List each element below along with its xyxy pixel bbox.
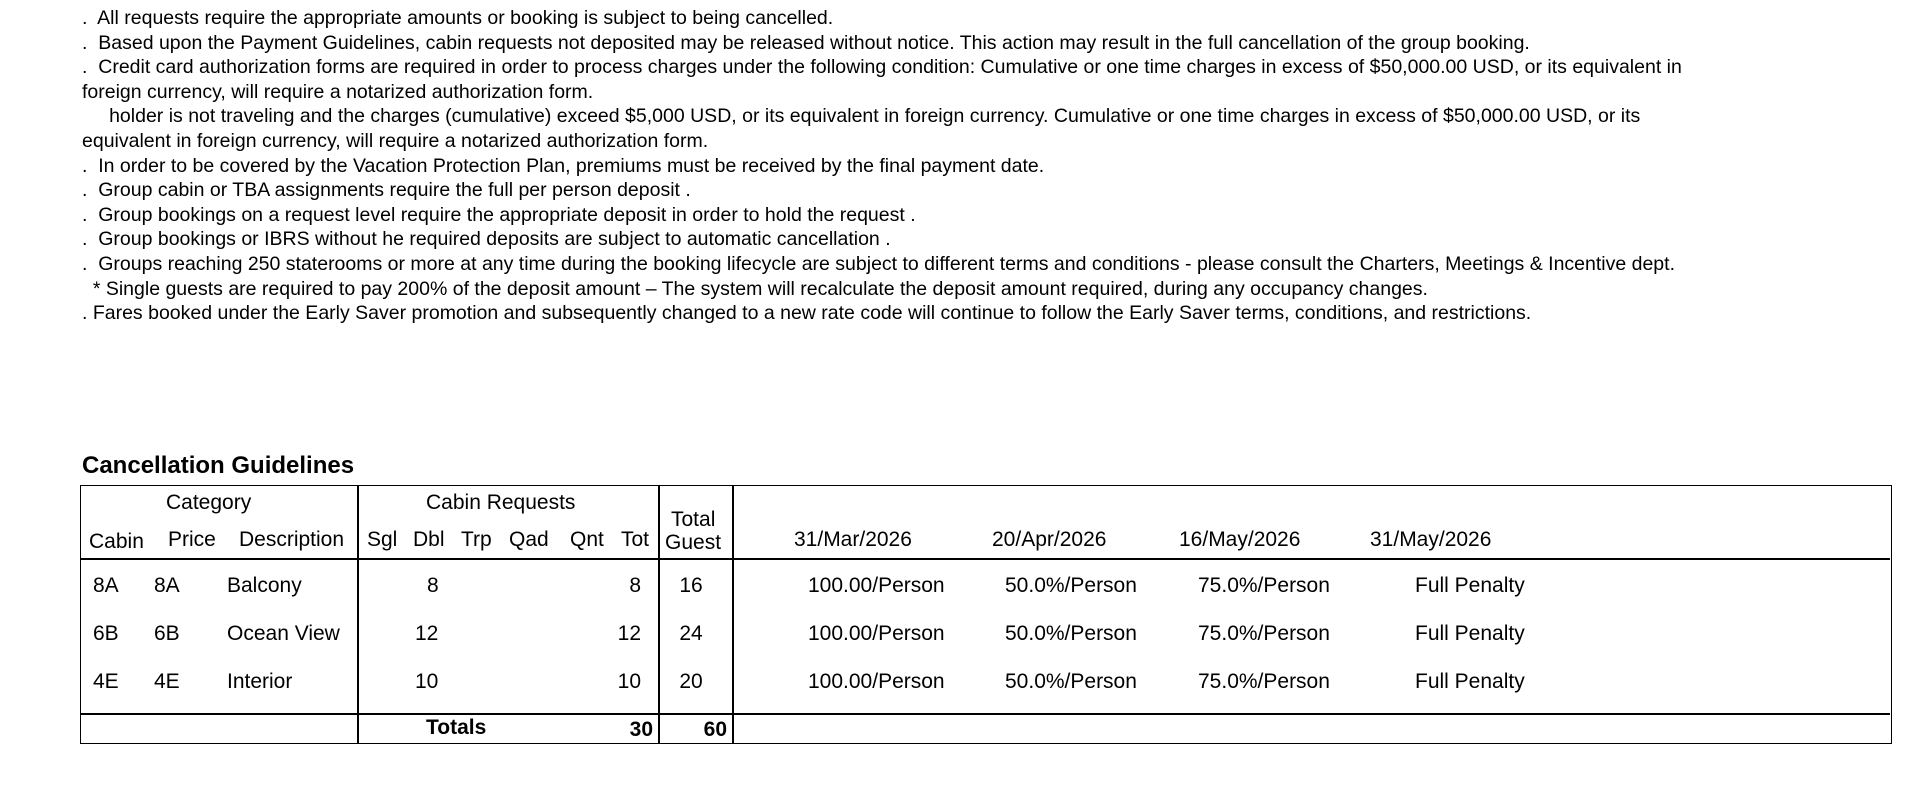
cell-cabin: 8A xyxy=(93,574,119,597)
header-tot: Tot xyxy=(621,528,650,551)
header-divider xyxy=(81,558,1890,560)
header-cabin-requests: Cabin Requests xyxy=(426,491,576,514)
note-line: . Credit card authorization forms are required in order to process charges under the following condition: Cumulative or one time charges in excess of $50,000.00 USD, or its equivalent in xyxy=(82,56,1682,79)
cell-penalty: Full Penalty xyxy=(1415,622,1525,645)
cell-price: 8A xyxy=(154,574,180,597)
header-trp: Trp xyxy=(461,528,492,551)
cell-penalty: 50.0%/Person xyxy=(1005,574,1137,597)
header-sgl: Sgl xyxy=(367,528,398,551)
note-line: foreign currency, will require a notarized authorization form. xyxy=(82,80,594,103)
header-qad: Qad xyxy=(509,528,549,551)
note-line: . Group bookings or IBRS without he required deposits are subject to automatic cancellation . xyxy=(82,228,891,251)
cell-guests: 20 xyxy=(679,670,703,693)
cell-description: Ocean View xyxy=(227,622,340,645)
cell-dbl: 8 xyxy=(427,574,439,597)
cell-penalty: 100.00/Person xyxy=(808,574,945,597)
header-date: 16/May/2026 xyxy=(1179,528,1301,551)
cancellation-table xyxy=(80,485,1892,744)
note-line: . Group cabin or TBA assignments require the full per person deposit . xyxy=(82,179,691,202)
cell-penalty: 100.00/Person xyxy=(808,670,945,693)
note-line: . All requests require the appropriate amounts or booking is subject to being cancelled. xyxy=(82,7,834,29)
cell-penalty: Full Penalty xyxy=(1415,574,1525,597)
note-line: * Single guests are required to pay 200% of the deposit amount – The system will recalculate the deposit amount required, during any occupancy changes. xyxy=(82,277,1428,300)
note-line: . Fares booked under the Early Saver promotion and subsequently changed to a new rate code will continue to follow the Early Saver terms, conditions, and restrictions. xyxy=(82,302,1532,325)
cell-penalty: 50.0%/Person xyxy=(1005,670,1137,693)
note-line: holder is not traveling and the charges (cumulative) exceed $5,000 USD, or its equivalent in foreign currency. Cumulative or one time charges in excess of $50,000.00 USD, or its xyxy=(82,105,1641,128)
cell-tot: 10 xyxy=(617,670,641,693)
cell-penalty: 75.0%/Person xyxy=(1198,670,1330,693)
cell-penalty: 100.00/Person xyxy=(808,622,945,645)
column-divider xyxy=(357,486,359,743)
cell-penalty: Full Penalty xyxy=(1415,670,1525,693)
totals-guests: 60 xyxy=(703,718,727,741)
cell-cabin: 6B xyxy=(93,622,119,645)
totals-tot: 30 xyxy=(629,718,653,741)
cell-price: 6B xyxy=(154,622,180,645)
cell-penalty: 75.0%/Person xyxy=(1198,574,1330,597)
note-line: . Based upon the Payment Guidelines, cabin requests not deposited may be released without notice. This action may result in the full cancellation of the group booking. xyxy=(82,31,1530,54)
note-line: equivalent in foreign currency, will require a notarized authorization form. xyxy=(82,129,709,152)
column-divider xyxy=(658,486,660,743)
header-total: Total xyxy=(671,508,716,531)
column-divider xyxy=(732,486,734,743)
header-cabin: Cabin xyxy=(89,530,144,553)
note-line: . In order to be covered by the Vacation Protection Plan, premiums must be received by the final payment date. xyxy=(82,154,1045,177)
cell-penalty: 50.0%/Person xyxy=(1005,622,1137,645)
totals-label: Totals xyxy=(426,716,487,739)
note-line: . Group bookings on a request level require the appropriate deposit in order to hold the request . xyxy=(82,203,916,226)
cell-tot: 12 xyxy=(617,622,641,645)
header-dbl: Dbl xyxy=(413,528,445,551)
payment-notes xyxy=(82,6,1882,326)
cell-penalty: 75.0%/Person xyxy=(1198,622,1330,645)
cell-guests: 16 xyxy=(679,574,703,597)
header-qnt: Qnt xyxy=(570,528,604,551)
cell-dbl: 10 xyxy=(415,670,439,693)
header-price: Price xyxy=(168,528,216,551)
cell-guests: 24 xyxy=(679,622,703,645)
cell-price: 4E xyxy=(154,670,180,693)
cell-description: Balcony xyxy=(227,574,302,597)
cell-cabin: 4E xyxy=(93,670,119,693)
totals-divider xyxy=(81,713,1890,715)
section-title: Cancellation Guidelines xyxy=(82,452,355,479)
header-date: 31/May/2026 xyxy=(1370,528,1492,551)
header-guest: Guest xyxy=(665,531,722,554)
header-date: 31/Mar/2026 xyxy=(794,528,912,551)
cell-description: Interior xyxy=(227,670,293,693)
header-category: Category xyxy=(166,491,252,514)
cell-tot: 8 xyxy=(629,574,641,597)
note-line: . Groups reaching 250 staterooms or more at any time during the booking lifecycle are subject to different terms and conditions - please consult the Charters, Meetings & Incentive dept. xyxy=(82,252,1675,275)
header-date: 20/Apr/2026 xyxy=(992,528,1107,551)
cell-dbl: 12 xyxy=(415,622,439,645)
header-description: Description xyxy=(239,528,345,551)
